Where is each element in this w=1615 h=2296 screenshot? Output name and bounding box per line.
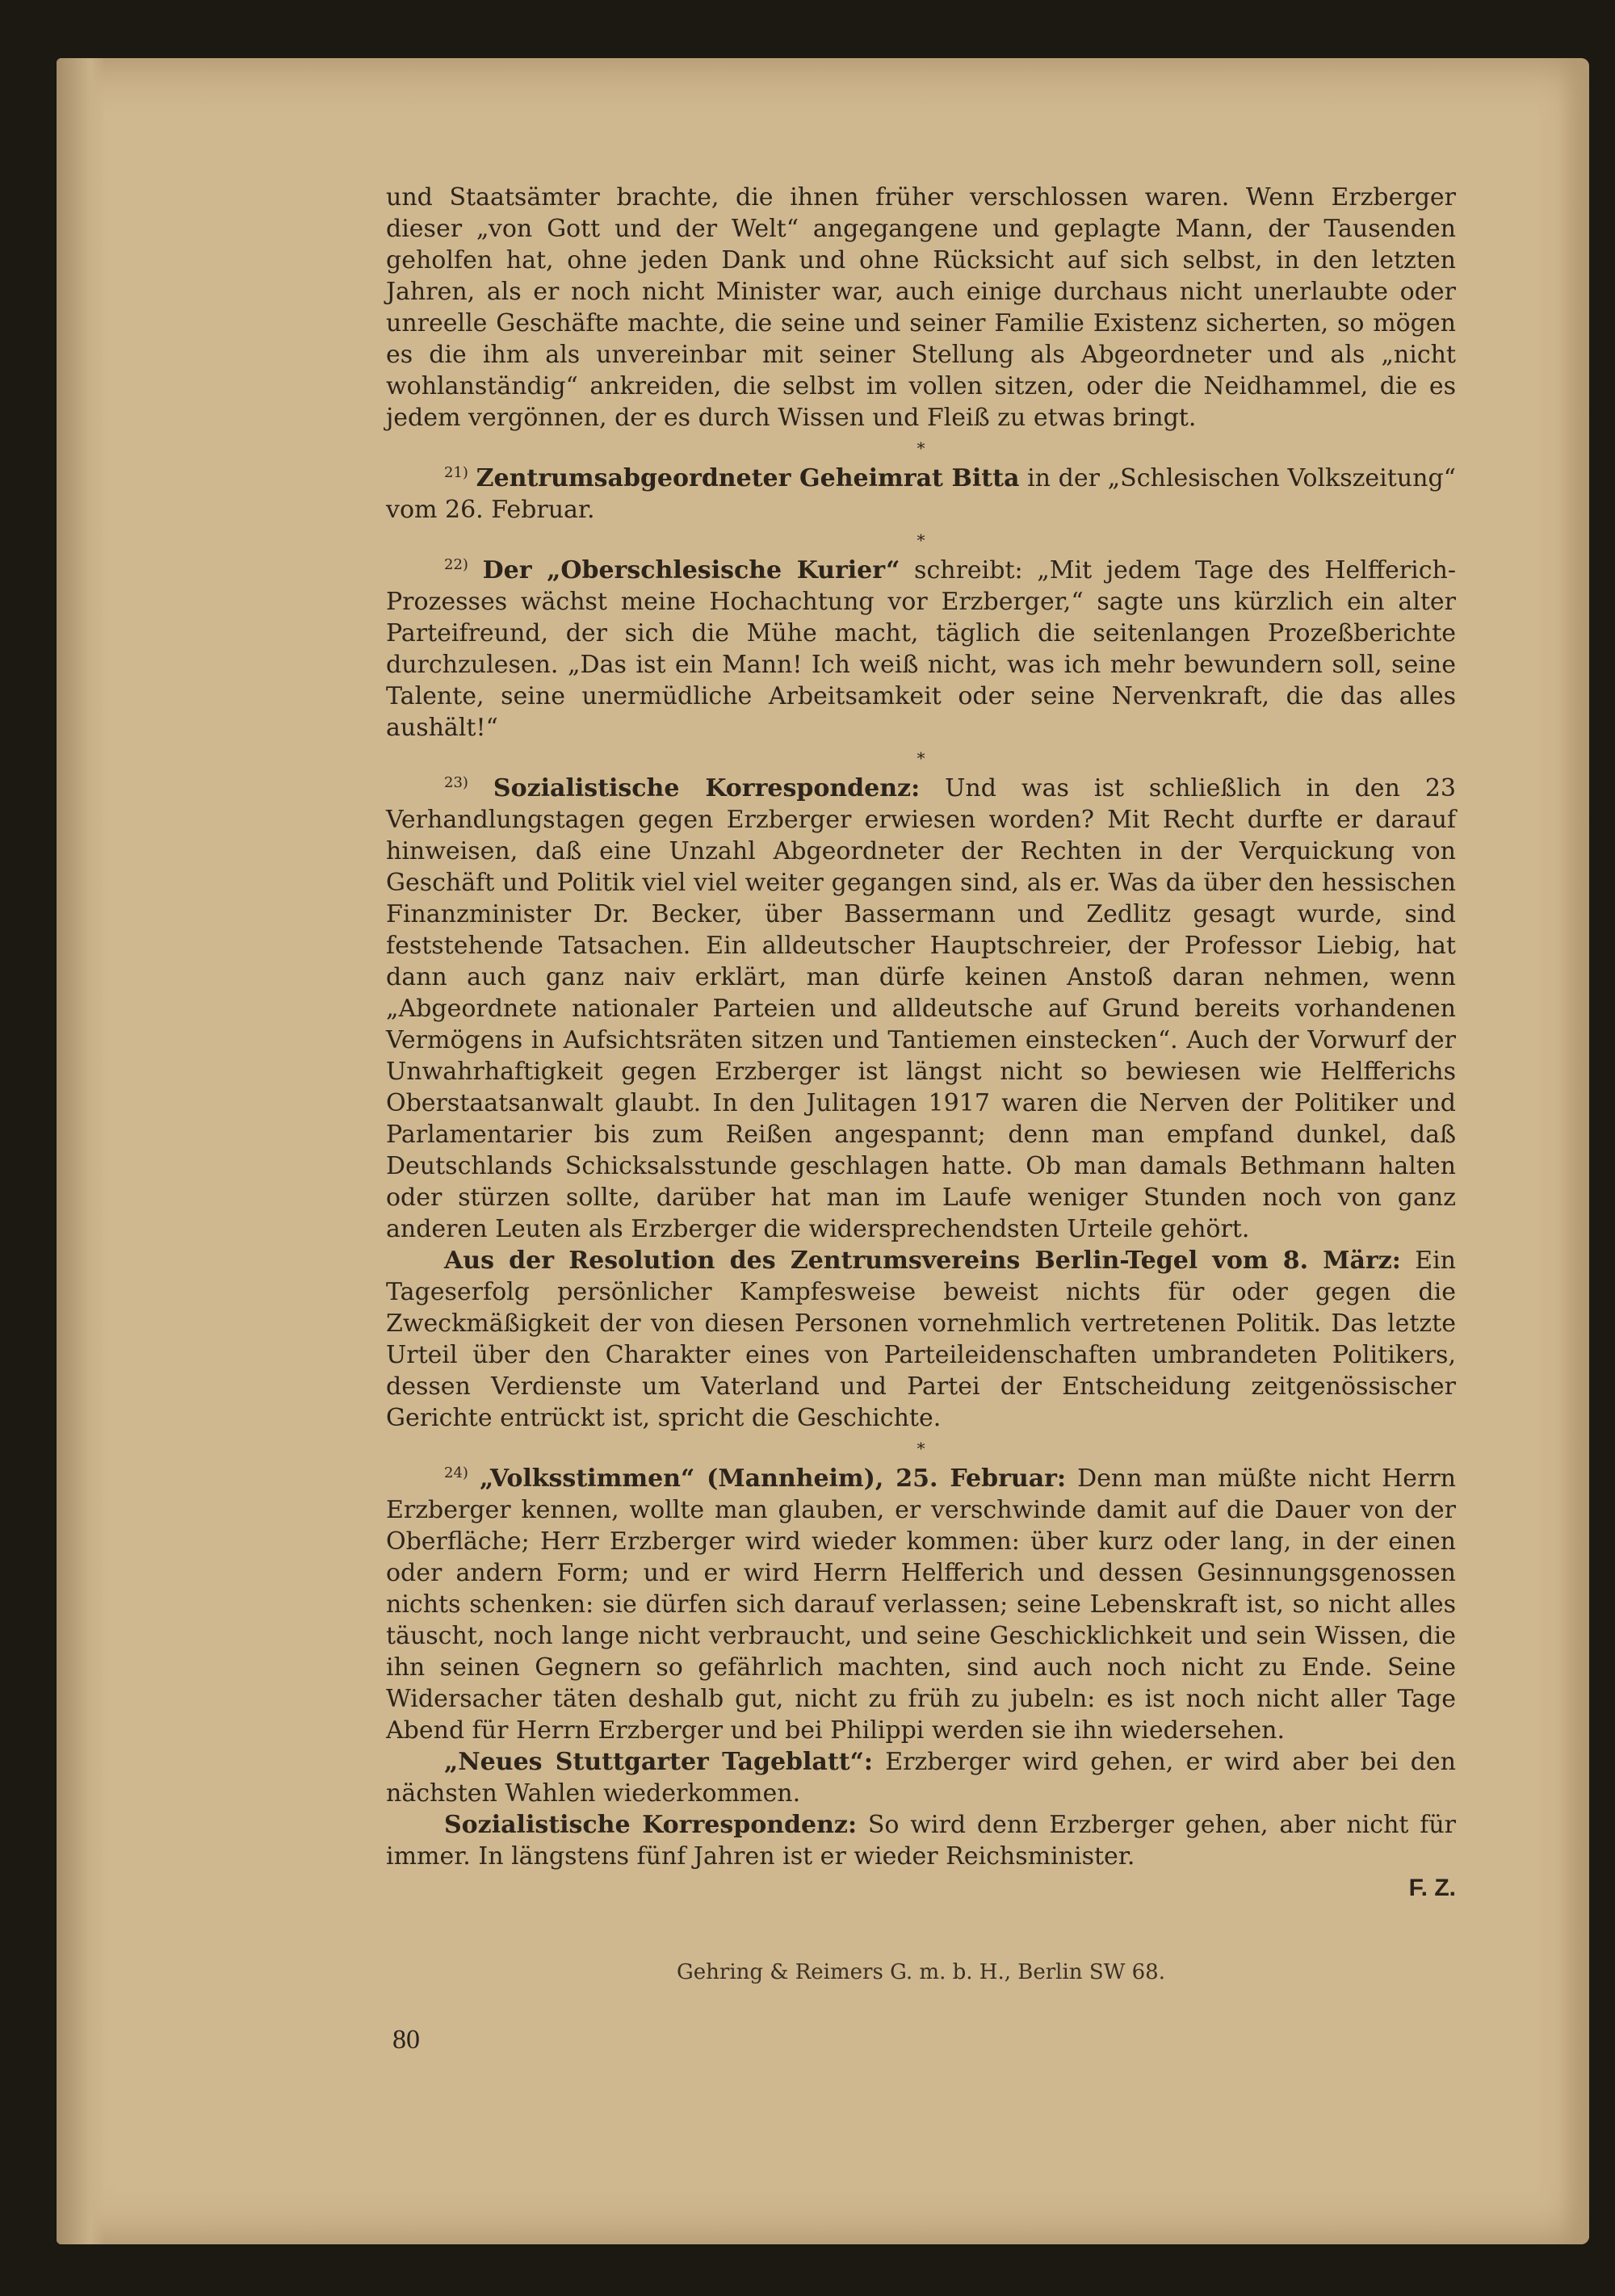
footnote-24 [386,1463,1456,1746]
footnote-number: 23) [444,774,468,791]
footnote-24-sozkorr [386,1809,1456,1872]
footnote-text: in der „Schlesischen Volkszeitung“ vom 26. Februar. [386,464,1457,524]
stuttgart-lead: „Neues Stuttgarter Tageblatt“: [444,1748,873,1776]
page-right-edge [1558,58,1589,2244]
footnote-text: Und was ist schließlich in den 23 Verhandlungstagen gegen Erzberger erwiesen worden? Mit Recht durfte er darauf hinweisen, daß eine Unzahl Abgeordneter der Rechten in der Verquickung von Geschäft und Politik viel viel weiter gegangen sind, als er. Was da über den hessischen Finanzminister Dr. Becker, über Bassermann und Zedlitz gesagt wurde, sind feststehende Tatsachen. Ein alldeutscher Hauptschreier, der Professor Liebig, hat dann auch ganz naiv erklärt, man dürfe keinen Anstoß daran nehmen, wenn „Abgeordnete nationaler Parteien und alldeutsche auf Grund bereits vorhandenen Vermögens in Aufsichtsräten sitzen und Tantiemen einstecken“. Auch der Vorwurf der Unwahrhaftigkeit gegen Erzberger ist längst nicht so bewiesen wie Helfferichs Oberstaatsanwalt glaubt. In den Julitagen 1917 waren die Nerven der Politiker und Parlamentarier bis zum Reißen angespannt; denn man empfand dunkel, daß Deutschlands Schicksalsstunde geschlagen hatte. Ob man damals Bethmann halten oder stürzen sollte, darüber hat man im Laufe weniger Stunden noch von ganz anderen Leuten als Erzberger die widersprechendsten Urteile gehört. [386,774,1457,1243]
footnote-23-resolution [386,1245,1456,1434]
footnote-lead: „Volksstimmen“ (Mannheim), 25. Februar: [479,1464,1067,1493]
body-text [386,182,1456,1904]
separator-star: * [917,438,925,458]
page-number: 80 [392,2025,420,2055]
footnote-lead: Sozialistische Korrespondenz: [493,774,921,802]
signature: F. Z. [1408,1875,1456,1901]
separator-star: * [917,530,925,550]
sozkorr-lead: Sozialistische Korrespondenz: [444,1811,858,1839]
footnote-text: Denn man müßte nicht Herrn Erzberger kennen, wollte man glauben, er verschwinde damit auf die Dauer von der Oberfläche; Herr Erzberger wird wieder kommen: über kurz oder lang, in der einen oder andern Form; und er wird Herrn Helfferich und dessen Gesinnungsgenossen nichts schenken: sie dürfen sich darauf verlassen; seine Lebenskraft ist, so nicht alles täuscht, noch lange nicht verbraucht, und seine Geschicklichkeit und sein Wissen, die ihn seinen Gegnern so gefährlich machten, sind auch noch nicht zu Ende. Seine Widersacher täten deshalb gut, nicht zu früh zu jubeln: es ist noch nicht aller Tage Abend für Herrn Erzberger und bei Philippi werden sie ihn wiedersehen. [386,1464,1456,1745]
separator-star: * [917,748,925,768]
page-left-edge [57,58,105,2244]
footnote-number: 22) [444,556,468,573]
stuttgart-text: Erzberger wird gehen, er wird aber bei den nächsten Wahlen wiederkommen. [386,1748,1456,1808]
footnote-number: 21) [444,464,468,481]
footnote-text: schreibt: „Mit jedem Tage des Helfferich-Prozesses wächst meine Hochachtung vor Erzberger,“ sagte uns kürzlich ein alter Parteifreund, der sich die Mühe macht, täglich die seitenlangen Prozeßberichte durchzulesen. „Das ist ein Mann! Ich weiß nicht, was ich mehr bewundern soll, seine Talente, seine unermüdliche Arbeitsamkeit oder seine Nervenkraft, die das alles aushält!“ [386,556,1456,742]
sozkorr-text: So wird denn Erzberger gehen, aber nicht für immer. In längstens fünf Jahren ist er wieder Reichsminister. [386,1811,1457,1871]
separator-star: * [917,1439,925,1458]
resolution-text: Ein Tageserfolg persönlicher Kampfesweise beweist nichts für oder gegen die Zweckmäßigkeit der von diesen Personen vornehmlich vertretenen Politik. Das letzte Urteil über den Charakter eines von Parteileidenschaften umbrandeten Politikers, dessen Verdienste um Vaterland und Partei der Entscheidung zeitgenössischer Gerichte entrückt ist, spricht die Geschichte. [386,1246,1456,1432]
footnote-24-stuttgart [386,1746,1456,1809]
paragraph-intro: und Staatsämter brachte, die ihnen früher verschlossen waren. Wenn Erzberger dieser „von Gott und der Welt“ angegangene und geplagte Mann, der Tausenden geholfen hat, ohne jeden Dank und ohne Rücksicht auf sich selbst, in den letzten Jahren, als er noch nicht Minister war, auch einige durchaus nicht unerlaubte oder unreelle Geschäfte machte, die seine und seiner Familie Existenz sicherten, so mögen es die ihm als unvereinbar mit seiner Stellung als Abgeordneter und als „nicht wohlanständig“ ankreiden, die selbst im vollen sitzen, oder die Neidhammel, die es jedem vergönnen, der es durch Wissen und Fleiß zu etwas bringt. [386,183,1456,432]
footnote-22 [386,555,1456,744]
footnote-21 [386,463,1456,526]
footnote-23 [386,773,1456,1245]
resolution-lead: Aus der Resolution des Zentrumsvereins Berlin-Tegel vom 8. März: [444,1246,1401,1275]
footnote-number: 24) [444,1464,468,1481]
footnote-lead: Der „Oberschlesische Kurier“ [482,556,900,584]
printer-imprint: Gehring & Reimers G. m. b. H., Berlin SW 68. [677,1960,1165,1984]
footnote-lead: Zentrumsabgeordneter Geheimrat Bitta [476,464,1020,492]
